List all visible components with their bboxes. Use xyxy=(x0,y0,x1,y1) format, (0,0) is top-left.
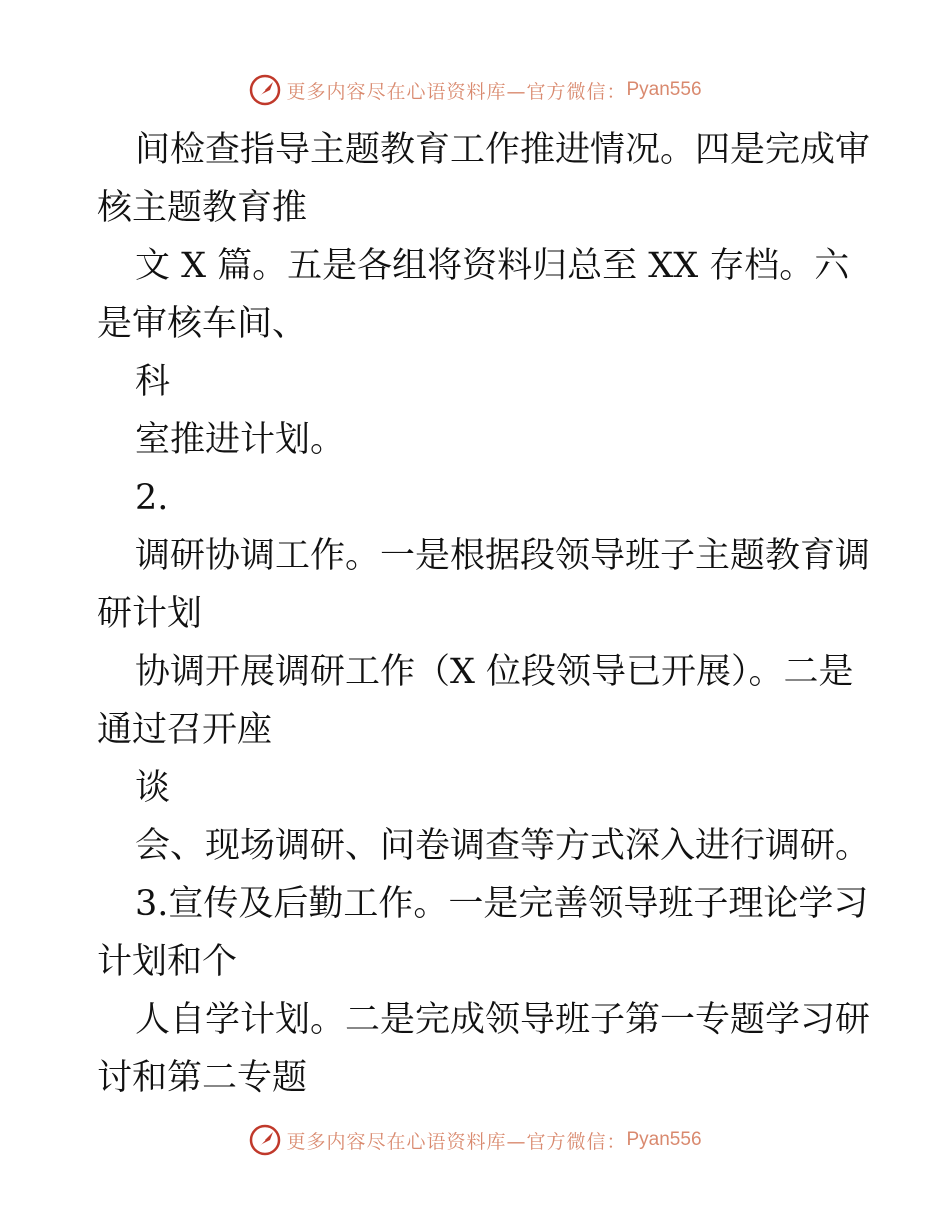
text-line: 计划和个 xyxy=(97,942,238,982)
text-line: 研计划 xyxy=(97,594,203,634)
text-line: 3.宣传及后勤工作。一是完善领导班子理论学习 xyxy=(135,884,869,924)
watermark-text: 更多内容尽在心语资料库—官方微信： xyxy=(286,80,627,103)
text-line: 谈 xyxy=(135,768,171,808)
text-line: 2. xyxy=(135,478,169,518)
text-line: 人自学计划。二是完成领导班子第一专题学习研 xyxy=(135,1000,871,1040)
watermark-wechat-id: Pyan556 xyxy=(626,79,702,100)
watermark-text: 更多内容尽在心语资料库—官方微信： xyxy=(286,1130,627,1153)
text-line: 调研协调工作。一是根据段领导班子主题教育调 xyxy=(135,536,871,576)
text-line: 科 xyxy=(135,362,171,402)
text-line: 通过召开座 xyxy=(97,710,273,750)
text-line: 室推进计划。 xyxy=(135,420,346,460)
text-line: 是审核车间、 xyxy=(97,304,308,344)
text-line: 间检查指导主题教育工作推进情况。四是完成审 xyxy=(135,130,871,170)
feather-pen-logo-icon xyxy=(248,73,282,107)
text-line: 核主题教育推 xyxy=(97,188,308,228)
text-line: 讨和第二专题 xyxy=(97,1058,308,1098)
watermark-wechat-id: Pyan556 xyxy=(626,1129,702,1150)
text-line: 协调开展调研工作（X 位段领导已开展）。二是 xyxy=(135,652,854,692)
footer-watermark xyxy=(0,1120,950,1160)
feather-pen-logo-icon xyxy=(248,1123,282,1157)
text-line: 文 X 篇。五是各组将资料归总至 XX 存档。六 xyxy=(135,246,850,286)
text-line: 会、现场调研、问卷调查等方式深入进行调研。 xyxy=(135,826,871,866)
header-watermark xyxy=(0,70,950,110)
